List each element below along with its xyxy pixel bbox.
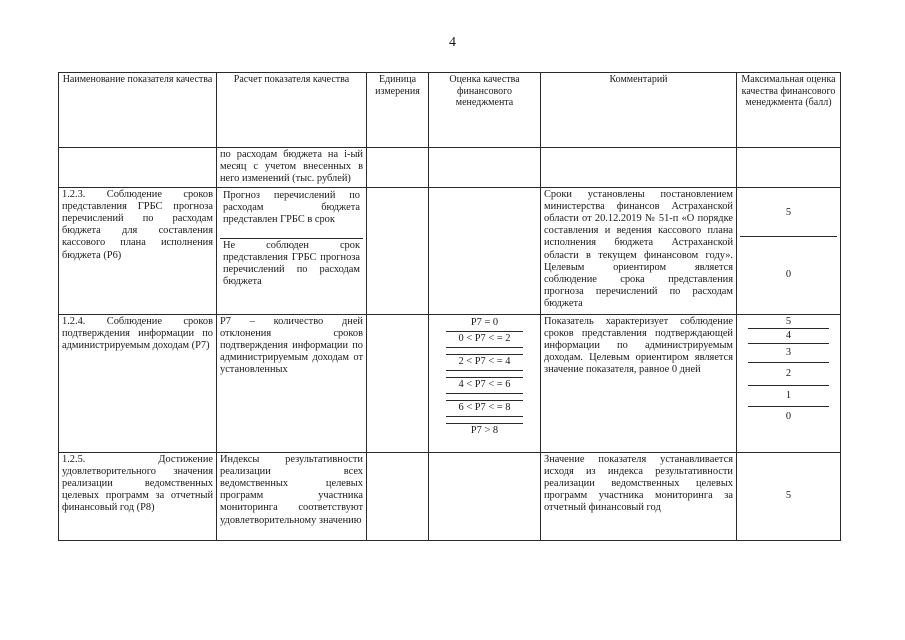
- comment-1-2-4: Показатель характеризует соблюдение сроков представления подтверждающей информации по администрируемым доходам. Целевым ориентиром является значение показателя, равное 0 дней: [541, 314, 737, 452]
- max-score: 2: [748, 363, 829, 386]
- comment-1-2-3: Сроки установлены постановлением министерства финансов Астраханской области от 20.12.2019 № 51-п «О порядке составления и ведения кассового плана исполнения бюджета Астраханской области в текущем финансовом году». Целевым ориентиром является соблюдение срока представления прогноза перечислений по расходам бюджета: [541, 187, 737, 314]
- max-score: 0: [785, 410, 792, 422]
- header-max: Максимальная оценка качества финансового менеджмента (балл): [737, 73, 841, 148]
- quality-indicators-table: [58, 72, 841, 541]
- max-score: 3: [748, 344, 829, 363]
- max-1-2-3-b: 0: [785, 268, 792, 280]
- page-number: 4: [449, 35, 456, 50]
- header-score: Оценка качества финансового менеджмента: [429, 73, 541, 148]
- score-range: 6 < Р7 < = 8: [446, 401, 523, 417]
- comment-1-2-5: Значение показателя устанавливается исходя из индекса результативности реализации ведомственных целевых программ участника мониторинга за отчетный финансовый год: [541, 452, 737, 540]
- max-1-2-5: 5: [737, 452, 841, 540]
- table-row-1-2-4: [59, 314, 841, 452]
- indicator-name-1-2-4: 1.2.4. Соблюдение сроков подтверждения информации по администрируемым доходам (Р7): [59, 314, 217, 452]
- table-row-continuation: [59, 148, 841, 188]
- calc-1-2-3-late: Не соблюден срок представления ГРБС прогноза перечислений по расходам бюджета: [223, 239, 360, 288]
- table-row-1-2-3: [59, 187, 841, 314]
- score-range: Р7 = 0: [446, 316, 523, 332]
- score-range: Р7 > 8: [470, 424, 499, 436]
- max-score: 4: [748, 329, 829, 344]
- indicator-name-1-2-3: 1.2.3. Соблюдение сроков представления ГРБС прогноза перечислений по расходам бюджета для составления кассового плана исполнения бюджета (Р6): [59, 187, 217, 314]
- score-range: 4 < Р7 < = 6: [446, 378, 523, 394]
- header-unit: Единица измерения: [367, 73, 429, 148]
- header-comment: Комментарий: [541, 73, 737, 148]
- score-range: 0 < Р7 < = 2: [446, 332, 523, 348]
- header-name: Наименование показателя качества: [59, 73, 217, 148]
- score-range: 2 < Р7 < = 4: [446, 355, 523, 371]
- table-row-1-2-5: [59, 452, 841, 540]
- calc-1-2-3-on-time: Прогноз перечислений по расходам бюджета представлен ГРБС в срок: [220, 189, 363, 239]
- calc-1-2-5: Индексы результативности реализации всех ведомственных целевых программ участника мониторинга соответствуют удовлетворительному значению: [217, 452, 367, 540]
- header-calc: Расчет показателя качества: [217, 73, 367, 148]
- calc-continuation: по расходам бюджета на i-ый месяц с учетом внесенных в него изменений (тыс. рублей): [217, 148, 367, 188]
- max-score: 5: [748, 316, 829, 329]
- max-score: 1: [748, 386, 829, 407]
- header-row: [59, 73, 841, 148]
- max-1-2-3-a: 5: [740, 189, 837, 237]
- indicator-name-1-2-5: 1.2.5. Достижение удовлетворительного значения реализации ведомственных целевых программ за отчетный финансовый год (Р8): [59, 452, 217, 540]
- calc-1-2-4: Р7 – количество дней отклонения сроков подтверждения информации по администрируемым доходам от установленных: [217, 314, 367, 452]
